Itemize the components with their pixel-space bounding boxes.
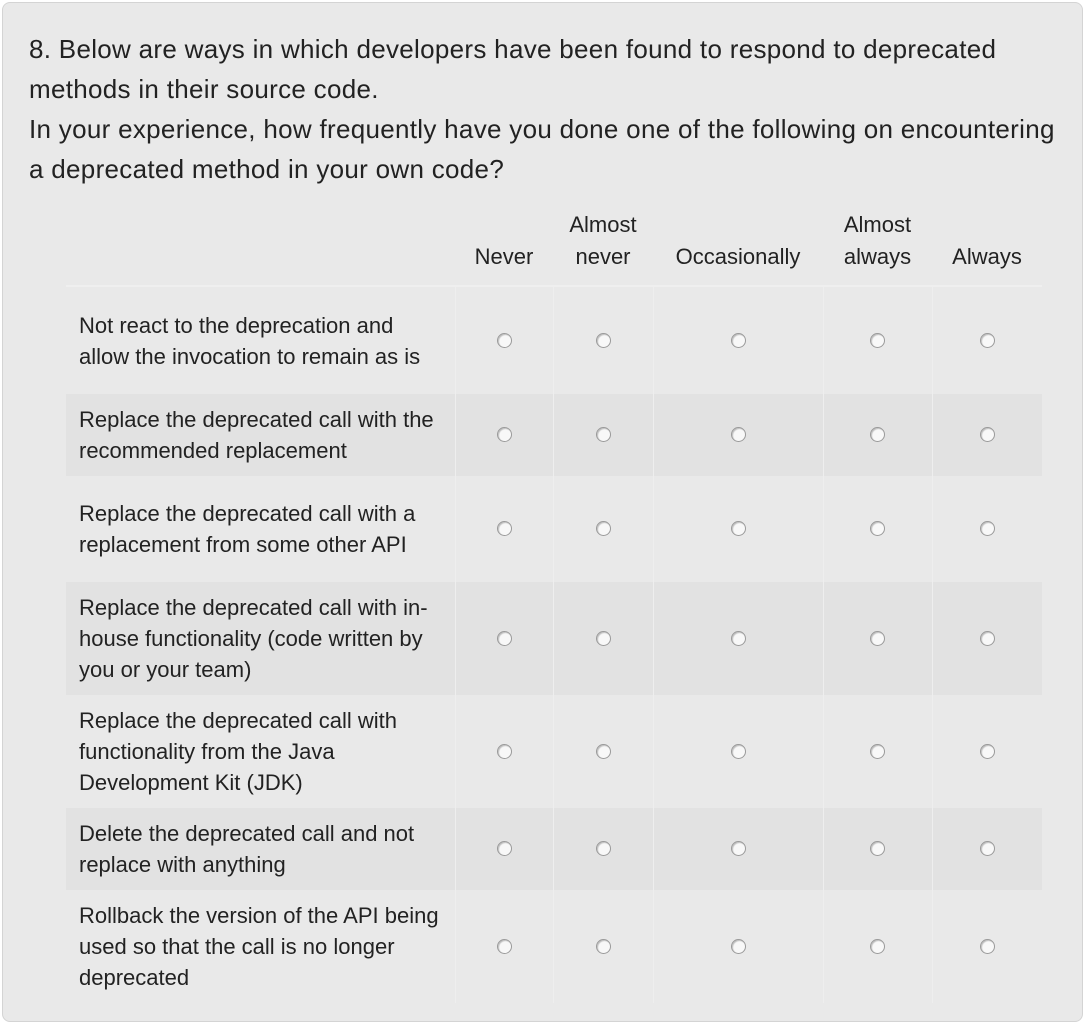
option-cell (823, 394, 932, 476)
option-cell (653, 890, 823, 1003)
row-label: Replace the deprecated call with a replacement from some other API (66, 476, 455, 582)
option-cell (553, 394, 653, 476)
column-header-line1: Almost (569, 212, 637, 237)
question-intro: 8. Below are ways in which developers have been found to respond to deprecated methods in their source code. (29, 34, 997, 104)
option-cell (932, 890, 1042, 1003)
option-cell (553, 808, 653, 890)
radio-never[interactable] (497, 333, 512, 348)
column-header-line2: Always (952, 244, 1022, 269)
option-cell (455, 808, 553, 890)
radio-almost-never[interactable] (596, 939, 611, 954)
option-cell (653, 476, 823, 582)
radio-always[interactable] (980, 521, 995, 536)
row-label: Replace the deprecated call with in-house functionality (code written by you or your team) (66, 582, 455, 695)
radio-always[interactable] (980, 333, 995, 348)
option-cell (455, 394, 553, 476)
question-prompt: In your experience, how frequently have you done one of the following on encountering a deprecated method in your own code? (29, 114, 1055, 184)
column-header-line2: never (575, 244, 631, 269)
option-cell (823, 582, 932, 695)
column-header-almost-never (553, 209, 653, 286)
option-cell (932, 695, 1042, 808)
radio-almost-always[interactable] (870, 333, 885, 348)
row-label: Delete the deprecated call and not replace with anything (66, 808, 455, 890)
radio-occasionally[interactable] (731, 333, 746, 348)
option-cell (553, 890, 653, 1003)
radio-almost-never[interactable] (596, 841, 611, 856)
radio-never[interactable] (497, 939, 512, 954)
radio-almost-never[interactable] (596, 744, 611, 759)
radio-almost-always[interactable] (870, 521, 885, 536)
column-header-line2: Never (474, 244, 534, 269)
radio-almost-always[interactable] (870, 841, 885, 856)
radio-never[interactable] (497, 521, 512, 536)
radio-never[interactable] (497, 427, 512, 442)
option-cell (653, 394, 823, 476)
grid-header-row (66, 209, 1042, 286)
radio-never[interactable] (497, 744, 512, 759)
option-cell (653, 695, 823, 808)
row-label: Replace the deprecated call with functionality from the Java Development Kit (JDK) (66, 695, 455, 808)
radio-almost-never[interactable] (596, 333, 611, 348)
option-cell (823, 890, 932, 1003)
radio-always[interactable] (980, 939, 995, 954)
radio-almost-always[interactable] (870, 427, 885, 442)
radio-always[interactable] (980, 744, 995, 759)
option-cell (823, 808, 932, 890)
column-header-line2: Occasionally (675, 244, 801, 269)
survey-question-panel (2, 2, 1083, 1022)
option-cell (653, 808, 823, 890)
row-label: Rollback the version of the API being used so that the call is no longer deprecated (66, 890, 455, 1003)
radio-almost-never[interactable] (596, 427, 611, 442)
option-cell (823, 476, 932, 582)
option-cell (823, 286, 932, 394)
option-cell (455, 695, 553, 808)
radio-always[interactable] (980, 427, 995, 442)
radio-almost-never[interactable] (596, 521, 611, 536)
option-cell (455, 286, 553, 394)
radio-occasionally[interactable] (731, 427, 746, 442)
table-row (66, 890, 1042, 1003)
option-cell (653, 286, 823, 394)
column-header-line1 (455, 209, 553, 241)
option-cell (653, 582, 823, 695)
column-header-always (932, 209, 1042, 286)
table-row (66, 286, 1042, 394)
column-header-occasionally (653, 209, 823, 286)
grid-header-blank (66, 209, 455, 286)
option-cell (455, 582, 553, 695)
option-cell (932, 286, 1042, 394)
radio-always[interactable] (980, 631, 995, 646)
option-cell (932, 582, 1042, 695)
column-header-line2: always (843, 244, 912, 269)
option-cell (932, 394, 1042, 476)
radio-almost-always[interactable] (870, 744, 885, 759)
radio-occasionally[interactable] (731, 744, 746, 759)
table-row (66, 476, 1042, 582)
radio-almost-always[interactable] (870, 631, 885, 646)
radio-always[interactable] (980, 841, 995, 856)
radio-never[interactable] (497, 841, 512, 856)
option-cell (553, 476, 653, 582)
row-label: Not react to the deprecation and allow the invocation to remain as is (66, 286, 455, 394)
radio-occasionally[interactable] (731, 939, 746, 954)
rating-grid (66, 209, 1042, 1003)
column-header-almost-always (823, 209, 932, 286)
option-cell (823, 695, 932, 808)
radio-almost-always[interactable] (870, 939, 885, 954)
radio-occasionally[interactable] (731, 521, 746, 536)
table-row (66, 808, 1042, 890)
option-cell (553, 286, 653, 394)
column-header-line1 (932, 209, 1042, 241)
option-cell (932, 808, 1042, 890)
option-cell (553, 695, 653, 808)
row-label: Replace the deprecated call with the recommended replacement (66, 394, 455, 476)
radio-occasionally[interactable] (731, 631, 746, 646)
table-row (66, 695, 1042, 808)
column-header-never (455, 209, 553, 286)
table-row (66, 582, 1042, 695)
radio-never[interactable] (497, 631, 512, 646)
option-cell (932, 476, 1042, 582)
column-header-line1: Almost (843, 212, 912, 237)
question-text (29, 29, 1059, 189)
option-cell (455, 476, 553, 582)
option-cell (455, 890, 553, 1003)
column-header-line1 (653, 209, 823, 241)
radio-almost-never[interactable] (596, 631, 611, 646)
option-cell (553, 582, 653, 695)
table-row (66, 394, 1042, 476)
radio-occasionally[interactable] (731, 841, 746, 856)
